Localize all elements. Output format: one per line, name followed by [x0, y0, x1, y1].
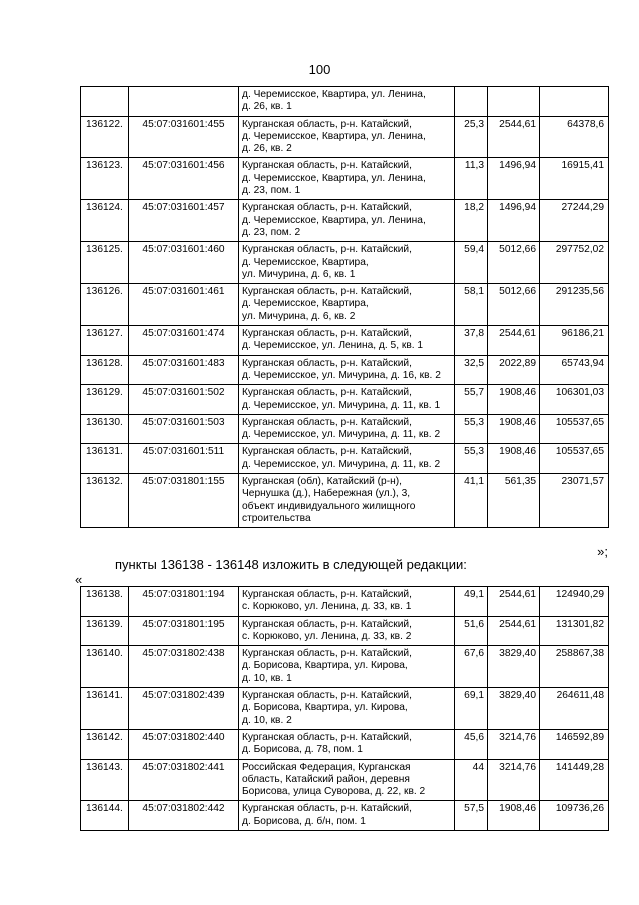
- address-cell: Курганская область, р-н. Катайский, д. Черемисское, ул. Мичурина, д. 11, кв. 1: [239, 385, 455, 415]
- cadastral-value-cell: 131301,82: [540, 616, 609, 646]
- row-number-cell: 136130.: [81, 414, 129, 444]
- cadastral-value-cell: 105537,65: [540, 444, 609, 474]
- row-number-cell: 136140.: [81, 646, 129, 688]
- area-cell: 18,2: [455, 200, 488, 242]
- address-cell: Курганская область, р-н. Катайский, д. Черемисское, Квартира, ул. Мичурина, д. 6, кв. 2: [239, 284, 455, 326]
- property-table-continued: [80, 86, 609, 528]
- address-cell: Курганская область, р-н. Катайский, д. Черемисское, ул. Мичурина, д. 11, кв. 2: [239, 414, 455, 444]
- row-number-cell: 136127.: [81, 326, 129, 356]
- cadastral-value-cell: 297752,02: [540, 242, 609, 284]
- row-number-cell: 136129.: [81, 385, 129, 415]
- address-cell: Курганская область, р-н. Катайский, д. Черемисское, Квартира, ул. Ленина, д. 23, пом. 2: [239, 200, 455, 242]
- closing-quote: »;: [597, 544, 608, 559]
- cadastral-value-cell: 105537,65: [540, 414, 609, 444]
- cadastral-number-cell: 45:07:031601:483: [129, 355, 239, 385]
- unit-value-cell: 2022,89: [488, 355, 540, 385]
- area-cell: 44: [455, 759, 488, 801]
- table-row: [81, 587, 609, 617]
- row-number-cell: 136139.: [81, 616, 129, 646]
- cadastral-number-cell: 45:07:031801:155: [129, 474, 239, 528]
- unit-value-cell: 2544,61: [488, 116, 540, 158]
- address-cell: Курганская область, р-н. Катайский, д. Черемисское, Квартира, ул. Ленина, д. 23, пом. 1: [239, 158, 455, 200]
- area-cell: 37,8: [455, 326, 488, 356]
- area-cell: 59,4: [455, 242, 488, 284]
- unit-value-cell: 3829,40: [488, 646, 540, 688]
- page-number: 100: [308, 62, 331, 77]
- address-cell: Курганская область, р-н. Катайский, с. Корюково, ул. Ленина, д. 33, кв. 2: [239, 616, 455, 646]
- unit-value-cell: 2544,61: [488, 616, 540, 646]
- cadastral-number-cell: 45:07:031601:503: [129, 414, 239, 444]
- cadastral-number-cell: 45:07:031802:438: [129, 646, 239, 688]
- cadastral-number-cell: 45:07:031601:460: [129, 242, 239, 284]
- area-cell: 55,3: [455, 444, 488, 474]
- cadastral-number-cell: 45:07:031601:457: [129, 200, 239, 242]
- table-row: [81, 200, 609, 242]
- cadastral-number-cell: [129, 87, 239, 117]
- cadastral-value-cell: 109736,26: [540, 801, 609, 831]
- unit-value-cell: 5012,66: [488, 284, 540, 326]
- unit-value-cell: 2544,61: [488, 326, 540, 356]
- table-row: [81, 759, 609, 801]
- table-row: [81, 116, 609, 158]
- table-row: [81, 87, 609, 117]
- row-number-cell: 136142.: [81, 729, 129, 759]
- area-cell: 49,1: [455, 587, 488, 617]
- area-cell: 67,6: [455, 646, 488, 688]
- row-number-cell: 136123.: [81, 158, 129, 200]
- table-row: [81, 414, 609, 444]
- cadastral-number-cell: 45:07:031802:440: [129, 729, 239, 759]
- address-cell: Курганская область, р-н. Катайский, д. Черемисское, ул. Мичурина, д. 16, кв. 2: [239, 355, 455, 385]
- cadastral-value-cell: 141449,28: [540, 759, 609, 801]
- table-row: [81, 385, 609, 415]
- row-number-cell: 136141.: [81, 688, 129, 730]
- row-number-cell: 136138.: [81, 587, 129, 617]
- cadastral-number-cell: 45:07:031601:502: [129, 385, 239, 415]
- property-table-new-edition: [80, 586, 609, 831]
- row-number-cell: 136131.: [81, 444, 129, 474]
- area-cell: 25,3: [455, 116, 488, 158]
- unit-value-cell: [488, 87, 540, 117]
- row-number-cell: 136144.: [81, 801, 129, 831]
- cadastral-value-cell: 96186,21: [540, 326, 609, 356]
- table-row: [81, 444, 609, 474]
- table-row: [81, 688, 609, 730]
- unit-value-cell: 2544,61: [488, 587, 540, 617]
- address-cell: Курганская область, р-н. Катайский, д. Борисова, д. 78, пом. 1: [239, 729, 455, 759]
- area-cell: 55,3: [455, 414, 488, 444]
- address-cell: Курганская область, р-н. Катайский, д. Борисова, Квартира, ул. Кирова, д. 10, кв. 1: [239, 646, 455, 688]
- cadastral-number-cell: 45:07:031601:474: [129, 326, 239, 356]
- cadastral-value-cell: [540, 87, 609, 117]
- unit-value-cell: 1908,46: [488, 801, 540, 831]
- table-row: [81, 729, 609, 759]
- cadastral-value-cell: 264611,48: [540, 688, 609, 730]
- row-number-cell: 136143.: [81, 759, 129, 801]
- row-number-cell: 136126.: [81, 284, 129, 326]
- address-cell: Курганская область, р-н. Катайский, с. Корюково, ул. Ленина, д. 33, кв. 1: [239, 587, 455, 617]
- row-number-cell: [81, 87, 129, 117]
- unit-value-cell: 1908,46: [488, 444, 540, 474]
- address-cell: Российская Федерация, Курганская область, Катайский район, деревня Борисова, улица Суворова, д. 22, кв. 2: [239, 759, 455, 801]
- unit-value-cell: 1908,46: [488, 414, 540, 444]
- cadastral-value-cell: 146592,89: [540, 729, 609, 759]
- cadastral-value-cell: 258867,38: [540, 646, 609, 688]
- table-row: [81, 284, 609, 326]
- unit-value-cell: 3214,76: [488, 729, 540, 759]
- address-cell: д. Черемисское, Квартира, ул. Ленина, д. 26, кв. 1: [239, 87, 455, 117]
- area-cell: 55,7: [455, 385, 488, 415]
- unit-value-cell: 1496,94: [488, 200, 540, 242]
- cadastral-number-cell: 45:07:031601:455: [129, 116, 239, 158]
- table-row: [81, 646, 609, 688]
- table-row: [81, 355, 609, 385]
- area-cell: 69,1: [455, 688, 488, 730]
- table-row: [81, 801, 609, 831]
- cadastral-number-cell: 45:07:031601:511: [129, 444, 239, 474]
- address-cell: Курганская область, р-н. Катайский, д. Борисова, Квартира, ул. Кирова, д. 10, кв. 2: [239, 688, 455, 730]
- cadastral-value-cell: 27244,29: [540, 200, 609, 242]
- row-number-cell: 136122.: [81, 116, 129, 158]
- address-cell: Курганская (обл), Катайский (р-н), Чернушка (д.), Набережная (ул.), 3, объект индивидуального жилищного строительства: [239, 474, 455, 528]
- cadastral-value-cell: 23071,57: [540, 474, 609, 528]
- address-cell: Курганская область, р-н. Катайский, д. Черемисское, ул. Ленина, д. 5, кв. 1: [239, 326, 455, 356]
- row-number-cell: 136132.: [81, 474, 129, 528]
- cadastral-value-cell: 291235,56: [540, 284, 609, 326]
- table-row: [81, 158, 609, 200]
- unit-value-cell: 1908,46: [488, 385, 540, 415]
- table-row: [81, 242, 609, 284]
- cadastral-value-cell: 124940,29: [540, 587, 609, 617]
- table-row: [81, 326, 609, 356]
- row-number-cell: 136128.: [81, 355, 129, 385]
- area-cell: 11,3: [455, 158, 488, 200]
- address-cell: Курганская область, р-н. Катайский, д. Черемисское, ул. Мичурина, д. 11, кв. 2: [239, 444, 455, 474]
- unit-value-cell: 1496,94: [488, 158, 540, 200]
- cadastral-value-cell: 65743,94: [540, 355, 609, 385]
- unit-value-cell: 5012,66: [488, 242, 540, 284]
- area-cell: 45,6: [455, 729, 488, 759]
- cadastral-value-cell: 16915,41: [540, 158, 609, 200]
- row-number-cell: 136124.: [81, 200, 129, 242]
- cadastral-value-cell: 64378,6: [540, 116, 609, 158]
- cadastral-number-cell: 45:07:031802:442: [129, 801, 239, 831]
- opening-quote: «: [75, 572, 83, 587]
- cadastral-number-cell: 45:07:031802:441: [129, 759, 239, 801]
- area-cell: 51,6: [455, 616, 488, 646]
- area-cell: 41,1: [455, 474, 488, 528]
- area-cell: 57,5: [455, 801, 488, 831]
- unit-value-cell: 561,35: [488, 474, 540, 528]
- unit-value-cell: 3214,76: [488, 759, 540, 801]
- cadastral-value-cell: 106301,03: [540, 385, 609, 415]
- cadastral-number-cell: 45:07:031802:439: [129, 688, 239, 730]
- table-row: [81, 616, 609, 646]
- row-number-cell: 136125.: [81, 242, 129, 284]
- cadastral-number-cell: 45:07:031601:456: [129, 158, 239, 200]
- area-cell: 32,5: [455, 355, 488, 385]
- area-cell: 58,1: [455, 284, 488, 326]
- cadastral-number-cell: 45:07:031601:461: [129, 284, 239, 326]
- address-cell: Курганская область, р-н. Катайский, д. Черемисское, Квартира, ул. Мичурина, д. 6, кв. 1: [239, 242, 455, 284]
- cadastral-number-cell: 45:07:031801:195: [129, 616, 239, 646]
- instruction-text: пункты 136138 - 136148 изложить в следующей редакции:: [115, 557, 467, 572]
- address-cell: Курганская область, р-н. Катайский, д. Черемисское, Квартира, ул. Ленина, д. 26, кв. 2: [239, 116, 455, 158]
- address-cell: Курганская область, р-н. Катайский, д. Борисова, д. б/н, пом. 1: [239, 801, 455, 831]
- unit-value-cell: 3829,40: [488, 688, 540, 730]
- area-cell: [455, 87, 488, 117]
- table-row: [81, 474, 609, 528]
- cadastral-number-cell: 45:07:031801:194: [129, 587, 239, 617]
